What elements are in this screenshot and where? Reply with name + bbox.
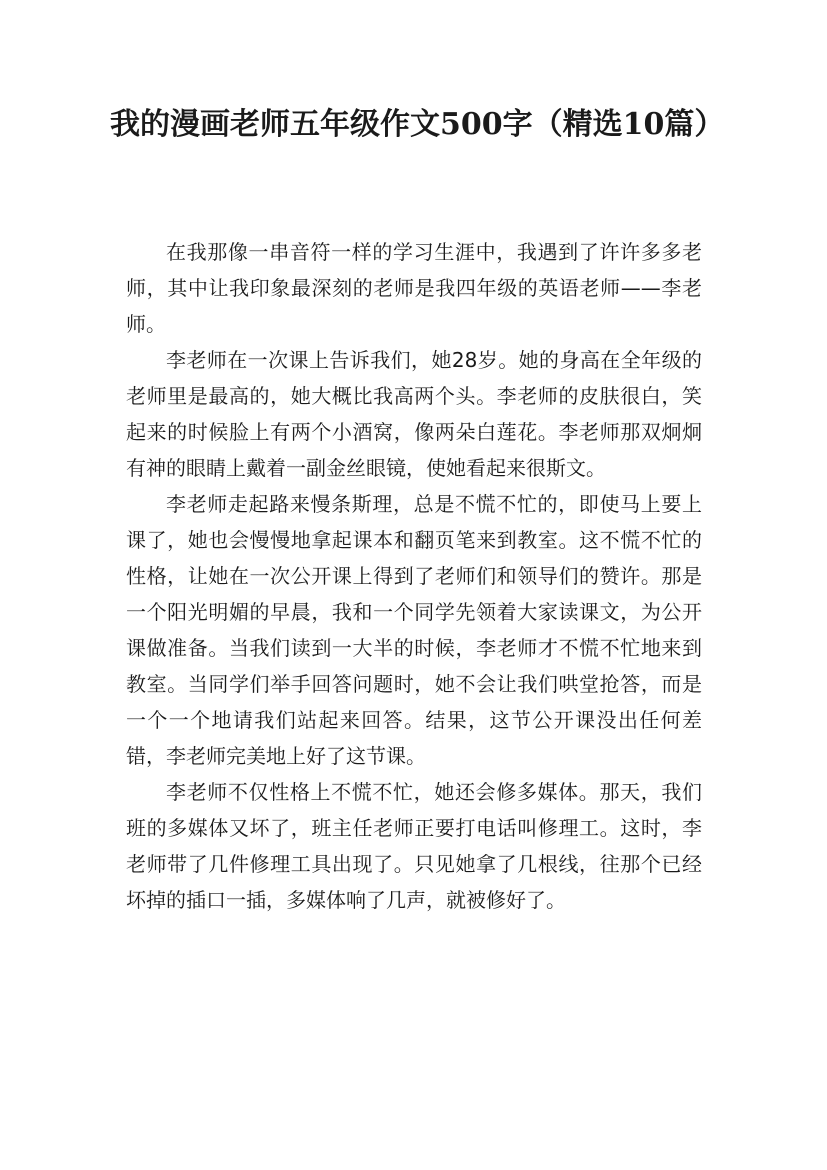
document-title: 我的漫画老师五年级作文500字（精选10篇） <box>110 107 725 142</box>
paragraph-1: 在我那像一串音符一样的学习生涯中，我遇到了许许多多老师，其中让我印象最深刻的老师是我四年级的英语老师——李老师。 <box>126 240 702 336</box>
paragraph-3: 李老师走起路来慢条斯理，总是不慌不忙的，即使马上要上课了，她也会慢慢地拿起课本和翻页笔来到教室。这不慌不忙的性格，让她在一次公开课上得到了老师们和领导们的赞许。那是一个阳光明媚的早晨，我和一个同学先领着大家读课文，为公开课做准备。当我们读到一大半的时候，李老师才不慌不忙地来到教室。当同学们举手回答问题时，她不会让我们哄堂抢答，而是一个一个地请我们站起来回答。结果，这节公开课没出任何差错，李老师完美地上好了这节课。 <box>126 492 702 768</box>
paragraph-4: 李老师不仅性格上不慌不忙，她还会修多媒体。那天，我们班的多媒体又坏了，班主任老师正要打电话叫修理工。这时，李老师带了几件修理工具出现了。只见她拿了几根线，往那个已经坏掉的插口一插，多媒体响了几声，就被修好了。 <box>126 780 702 912</box>
document-body <box>126 234 702 918</box>
paragraph-2: 李老师在一次课上告诉我们，她28岁。她的身高在全年级的老师里是最高的，她大概比我高两个头。李老师的皮肤很白，笑起来的时候脸上有两个小酒窝，像两朵白莲花。李老师那双炯炯有神的眼睛上戴着一副金丝眼镜，使她看起来很斯文。 <box>126 348 702 480</box>
